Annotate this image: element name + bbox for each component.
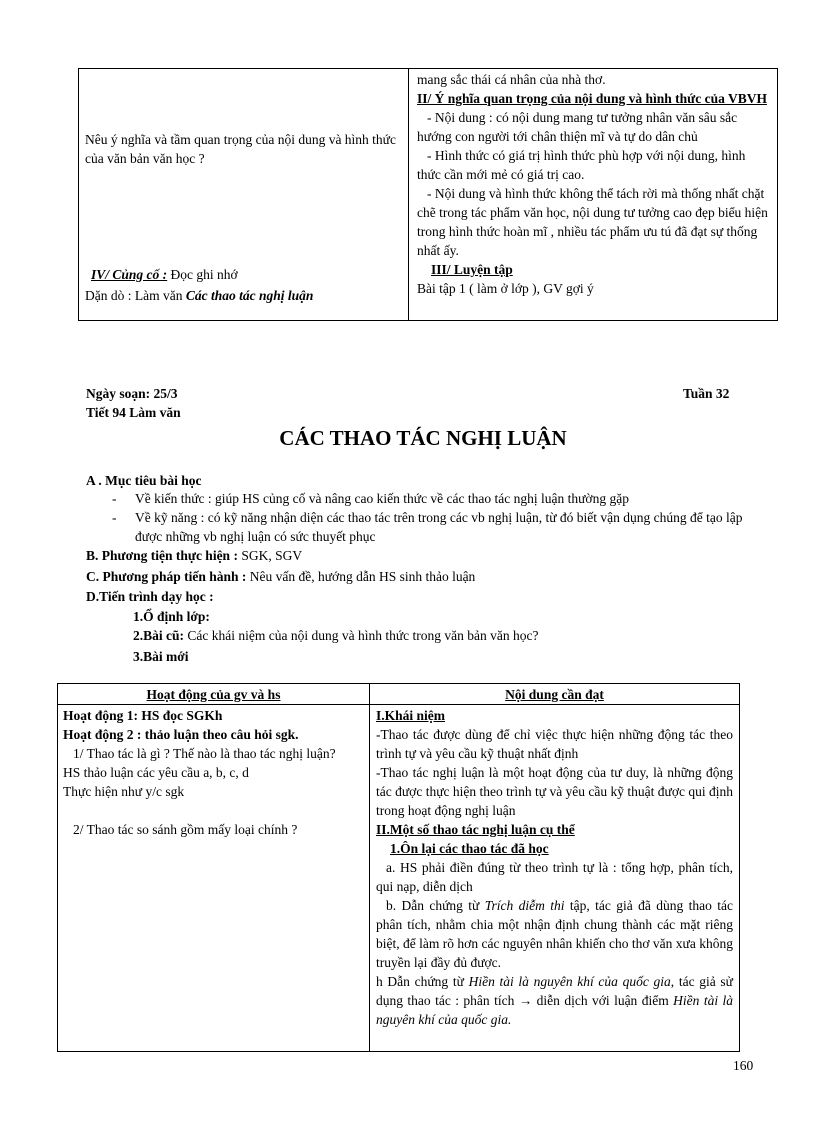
bullet-dash: - xyxy=(112,510,117,525)
summary-right-cell xyxy=(409,69,778,321)
item-h xyxy=(376,972,733,1029)
baitap-text: Bài tập 1 ( làm ở lớp ), GV gợi ý xyxy=(417,281,594,296)
section2-title: II/ Ý nghĩa quan trọng của nội dung và hình thức của VBVH xyxy=(417,91,767,106)
arrow-icon: → xyxy=(518,993,533,1008)
hinhthuc-paragraph: - Hình thức có giá trị hình thức phù hợp với nội dung, hình thức cần mới mẻ có giá trị cao. xyxy=(417,148,746,182)
bullet-dash: - xyxy=(112,491,117,506)
item-b-post: tập, tác giả đã dùng thao tác phân tích, nhằm chia một nhận định chung thành các mặt riêng biệt, để làm rõ hơn các nguyên nhân khiến cho thơ văn xưa không truyền lại đầy đủ được. xyxy=(376,898,733,970)
item-h-mid: , tác giả sử dụng thao tác : phân tích xyxy=(376,974,733,1008)
cungco-text: Đọc ghi nhớ xyxy=(167,267,238,282)
step-2-text: Các khái niệm của nội dung và hình thức trong văn bản văn học? xyxy=(184,628,539,643)
thuc-hien: Thực hiện như y/c sgk xyxy=(63,784,185,799)
tien-trinh: D.Tiến trình dạy học : xyxy=(86,589,214,604)
activities-cell xyxy=(58,705,370,1052)
step-1: 1.Ổ định lớp: xyxy=(133,609,210,624)
item-h-italic-2: Hiền tài là nguyên khí của quốc gia. xyxy=(376,993,733,1027)
question-text: Nêu ý nghĩa và tầm quan trọng của nội dung và hình thức của văn bản văn học ? xyxy=(85,132,396,166)
page-title: CÁC THAO TÁC NGHỊ LUẬN xyxy=(279,426,567,450)
phuong-phap xyxy=(86,567,475,586)
muc-tieu: A . Mục tiêu bài học xyxy=(86,473,202,488)
khai-niem-2: -Thao tác nghị luận là một hoạt động của tư duy, là những động tác được thực hiện theo trình tự và yêu cầu kỹ thuật được qui định trong hoạt động nghị luận xyxy=(376,765,733,818)
tiet: Tiết 94 Làm văn xyxy=(86,405,181,420)
noidung-paragraph: - Nội dung : có nội dung mang tư tưởng nhân văn sâu sắc hướng con người tới chân thiện mĩ và tự do dân chủ xyxy=(417,110,738,144)
item-b-pre: b. Dẫn chứng từ xyxy=(386,898,485,913)
item-b xyxy=(376,896,733,972)
phuong-tien-label: B. Phương tiện thực hiện : xyxy=(86,548,238,563)
summary-left-cell xyxy=(79,69,409,321)
col-header-content: Nội dung cần đạt xyxy=(370,684,740,705)
item-a: a. HS phải điền đúng từ theo trình tự là : tổng hợp, phân tích, qui nạp, diễn dịch xyxy=(376,860,733,894)
bullet-1 xyxy=(112,489,752,508)
cungco-line xyxy=(91,265,238,284)
item-h-post: diễn dịch với luận điểm xyxy=(532,993,674,1008)
step-2 xyxy=(133,626,538,645)
bullet-2 xyxy=(112,508,752,546)
phuong-phap-text: Nêu vấn đề, hướng dẫn HS sinh thảo luận xyxy=(246,569,476,584)
dando-italic: Các thao tác nghị luận xyxy=(185,288,314,303)
ngay-soan: Ngày soạn: 25/3 xyxy=(86,386,178,401)
section-2-title: II.Một số thao tác nghị luận cụ thể xyxy=(376,822,575,837)
phuong-tien xyxy=(86,546,302,565)
on-lai-title: 1.Ôn lại các thao tác đã học xyxy=(390,841,549,856)
phuong-phap-label: C. Phương pháp tiến hành : xyxy=(86,569,247,584)
hs-thao-luan: HS thảo luận các yêu cầu a, b, c, d xyxy=(63,765,249,780)
right-line1: mang sắc thái cá nhân của nhà thơ. xyxy=(417,72,606,87)
item-h-italic: Hiền tài là nguyên khí của quốc gia xyxy=(468,974,671,989)
summary-table xyxy=(78,68,778,321)
thongnhat-paragraph: - Nội dung và hình thức không thể tách rời mà thống nhất chặt chẽ trong tác phẩm văn học, nội dung tư tưởng cao đẹp biểu hiện trong hình thức hoàn mĩ , nhiều tác phẩm ưu tú đã đạt sự thống nhất ấy. xyxy=(417,186,768,258)
hoat-dong-1: Hoạt động 1: HS đọc SGKh xyxy=(63,708,223,723)
bullet-2-text: Về kỹ năng : có kỹ năng nhận diện các thao tác trên trong các vb nghị luận, từ đó biết vận dụng chúng để tạo lập được những vb nghị luận có sức thuyết phục xyxy=(135,510,743,544)
content-cell xyxy=(370,705,740,1052)
question-1: 1/ Thao tác là gì ? Thế nào là thao tác nghị luận? xyxy=(73,746,336,761)
khai-niem-title: I.Khái niệm xyxy=(376,708,446,723)
bullet-1-text: Về kiến thức : giúp HS củng cố và nâng cao kiến thức về các thao tác nghị luận thường gặp xyxy=(135,491,629,506)
cungco-label: IV/ Củng cố : xyxy=(91,267,168,282)
objective-bullets xyxy=(112,489,752,546)
lesson-table xyxy=(57,683,740,1052)
page-number: 160 xyxy=(733,1058,754,1073)
tuan: Tuần 32 xyxy=(683,386,730,401)
hoat-dong-2: Hoạt động 2 : thảo luận theo câu hỏi sgk. xyxy=(63,727,299,742)
phuong-tien-text: SGK, SGV xyxy=(237,548,303,563)
step-3: 3.Bài mới xyxy=(133,649,189,664)
dando-line xyxy=(85,286,313,305)
dando-text: Dặn dò : Làm văn xyxy=(85,288,186,303)
step-2-label: 2.Bài cũ: xyxy=(133,628,185,643)
question-2: 2/ Thao tác so sánh gồm mấy loại chính ? xyxy=(73,822,298,837)
section3-title: III/ Luyện tập xyxy=(431,262,513,277)
col-header-activities: Hoạt động của gv và hs xyxy=(58,684,370,705)
item-h-pre: h Dẫn chứng từ xyxy=(376,974,469,989)
khai-niem-1: -Thao tác được dùng để chỉ việc thực hiện những động tác theo trình tự và yêu cầu kỹ thuật nhất định xyxy=(376,727,733,761)
item-b-italic: Trích diễm thi xyxy=(484,898,565,913)
